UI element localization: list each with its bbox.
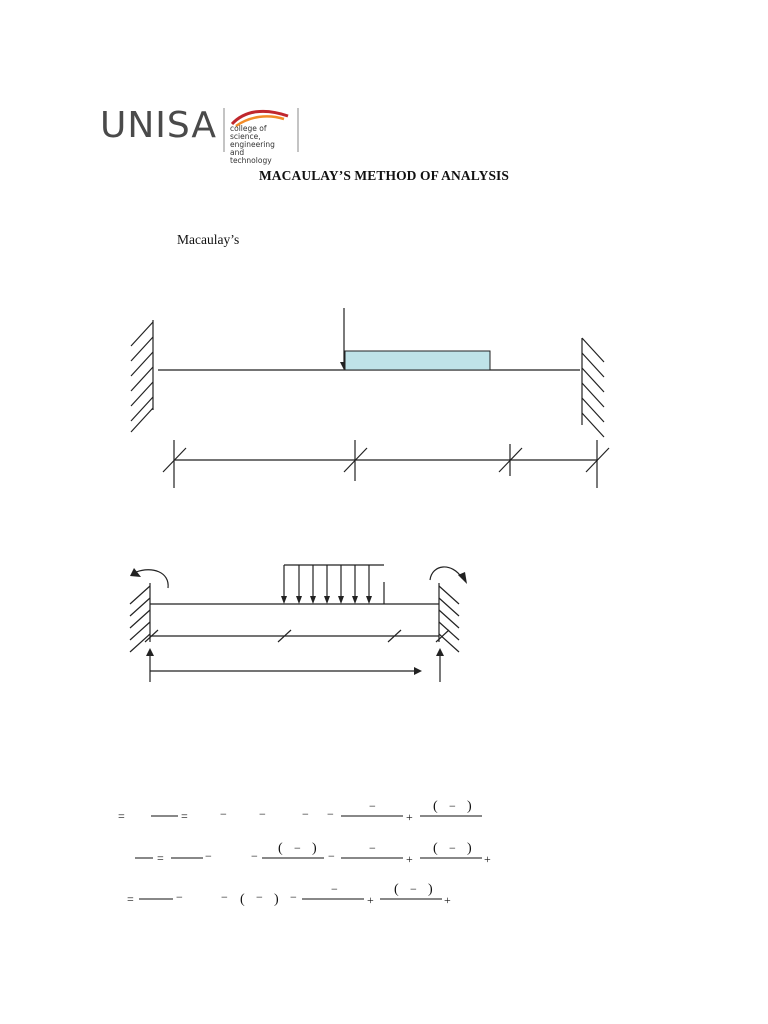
- eq-sign: =: [127, 892, 134, 906]
- eq-minus: −: [256, 890, 263, 904]
- eq-sign: =: [118, 809, 125, 823]
- eq-numerator: −: [369, 799, 376, 813]
- eq-numerator: −: [331, 882, 338, 896]
- eq-minus: −: [205, 849, 212, 863]
- eq-plus: +: [367, 893, 374, 907]
- eq-minus: −: [294, 841, 301, 855]
- eq-minus: −: [259, 807, 266, 821]
- eq-paren: ): [467, 841, 472, 856]
- equation-3: [127, 882, 451, 907]
- eq-paren: (: [240, 892, 245, 907]
- eq-minus: −: [449, 799, 456, 813]
- eq-paren: ): [428, 882, 433, 897]
- eq-minus: −: [176, 890, 183, 904]
- eq-plus: +: [444, 893, 451, 907]
- eq-minus: −: [220, 807, 227, 821]
- eq-paren: ): [312, 841, 317, 856]
- eq-plus: +: [484, 852, 491, 866]
- logo-tagline-line: and technology: [230, 148, 272, 165]
- eq-sign: =: [181, 809, 188, 823]
- eq-numerator: −: [369, 841, 376, 855]
- eq-minus: −: [221, 890, 228, 904]
- eq-paren: (: [433, 841, 438, 856]
- eq-minus: −: [449, 841, 456, 855]
- eq-minus: −: [410, 882, 417, 896]
- eq-paren: (: [394, 882, 399, 897]
- eq-paren: (: [278, 841, 283, 856]
- logo-tagline-line: college of: [230, 124, 267, 133]
- eq-minus: −: [302, 807, 309, 821]
- eq-plus: +: [406, 810, 413, 824]
- intro-text: Macaulay’s: [177, 232, 240, 247]
- equation-2: [157, 841, 491, 866]
- eq-minus: −: [327, 807, 334, 821]
- eq-paren: (: [433, 799, 438, 814]
- eq-paren: ): [274, 892, 279, 907]
- equation-1: [118, 799, 472, 824]
- eq-sign: =: [157, 851, 164, 865]
- logo-wordmark: UNISA: [100, 105, 218, 146]
- logo-tagline-line: science, engineering: [230, 132, 275, 149]
- eq-minus: −: [290, 890, 297, 904]
- eq-plus: +: [406, 852, 413, 866]
- eq-minus: −: [251, 849, 258, 863]
- document-title: MACAULAY’S METHOD OF ANALYSIS: [258, 168, 510, 183]
- eq-minus: −: [328, 849, 335, 863]
- eq-paren: ): [467, 799, 472, 814]
